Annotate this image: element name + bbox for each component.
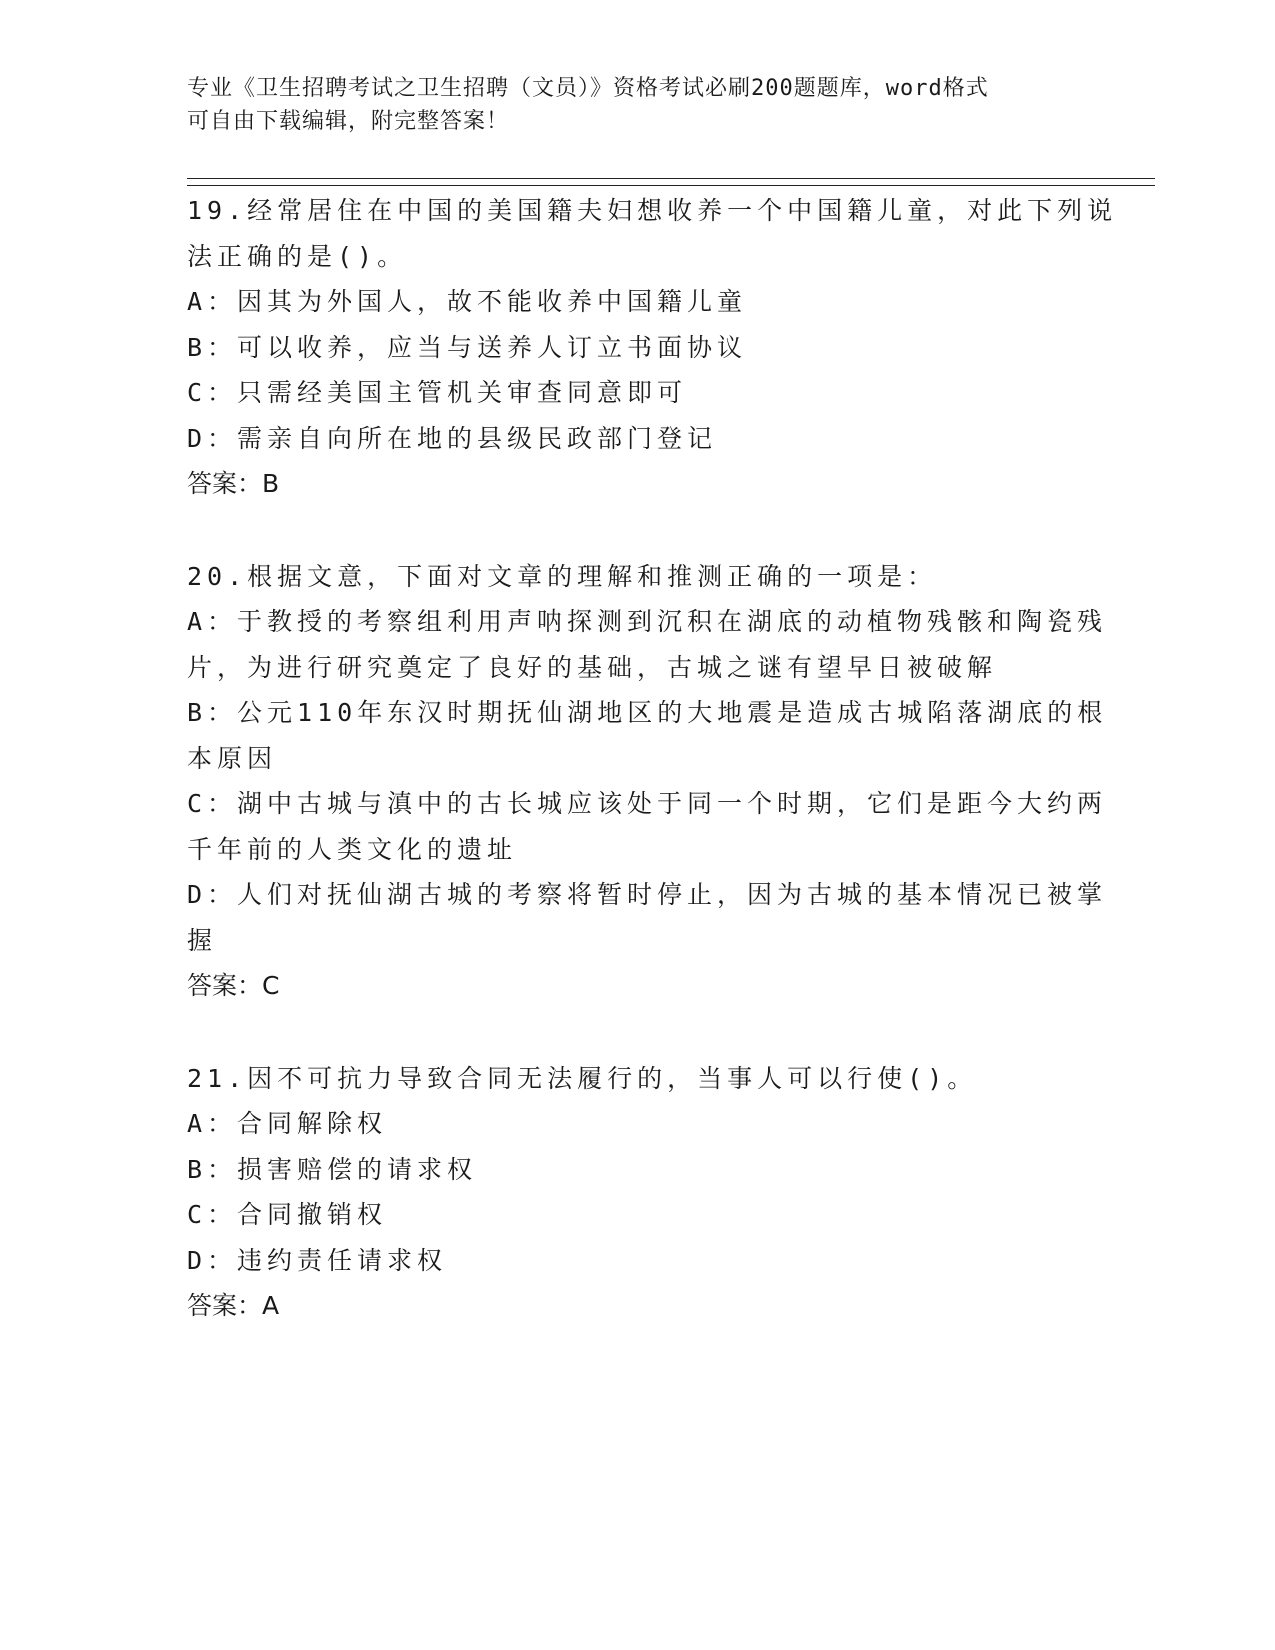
question-20 [187,554,1108,1009]
question-stem: 21.因不可抗力导致合同无法履行的，当事人可以行使()。 [187,1063,978,1093]
option-c: C：只需经美国主管机关审查同意即可 [187,378,688,407]
answer-line: 答案：B [187,469,280,498]
question-stem: 19.经常居住在中国的美国籍夫妇想收养一个中国籍儿童，对此下列说 [187,196,1118,225]
option-c: C：湖中古城与滇中的古长城应该处于同一个时期，它们是距今大约两 [187,789,1108,818]
option-a: A：合同解除权 [187,1109,388,1138]
question-stem: 20.根据文意，下面对文章的理解和推测正确的一项是： [187,561,938,591]
header-divider-top [187,178,1155,179]
option-d: D：违约责任请求权 [187,1245,448,1275]
option-d-continued: 握 [187,925,218,955]
option-d: D：需亲自向所在地的县级民政部门登记 [187,423,718,453]
option-b-continued: 本原因 [187,743,278,773]
header-line-1: 专业《卫生招聘考试之卫生招聘（文员）》资格考试必刷200题题库，word格式 [187,76,989,101]
document-header [187,72,1067,138]
option-b: B：可以收养，应当与送养人订立书面协议 [187,332,748,362]
option-b: B：公元110年东汉时期抚仙湖地区的大地震是造成古城陷落湖底的根 [187,698,1108,727]
option-a-continued: 片，为进行研究奠定了良好的基础，古城之谜有望早日被破解 [187,652,998,682]
answer-line: 答案：A [187,1291,280,1320]
header-line-2: 可自由下载编辑，附完整答案！ [187,109,510,134]
question-19 [187,188,1118,507]
question-list [187,188,1118,1376]
option-b: B：损害赔偿的请求权 [187,1154,478,1184]
answer-line: 答案：C [187,971,280,1000]
header-divider-bottom [187,185,1155,186]
option-d: D：人们对抚仙湖古城的考察将暂时停止，因为古城的基本情况已被掌 [187,880,1108,909]
question-21 [187,1056,1087,1329]
question-stem: 法正确的是()。 [187,241,408,271]
option-a: A：因其为外国人，故不能收养中国籍儿童 [187,287,748,316]
option-c-continued: 千年前的人类文化的遗址 [187,834,518,864]
option-a: A：于教授的考察组利用声呐探测到沉积在湖底的动植物残骸和陶瓷残 [187,607,1108,636]
option-c: C：合同撤销权 [187,1200,388,1229]
